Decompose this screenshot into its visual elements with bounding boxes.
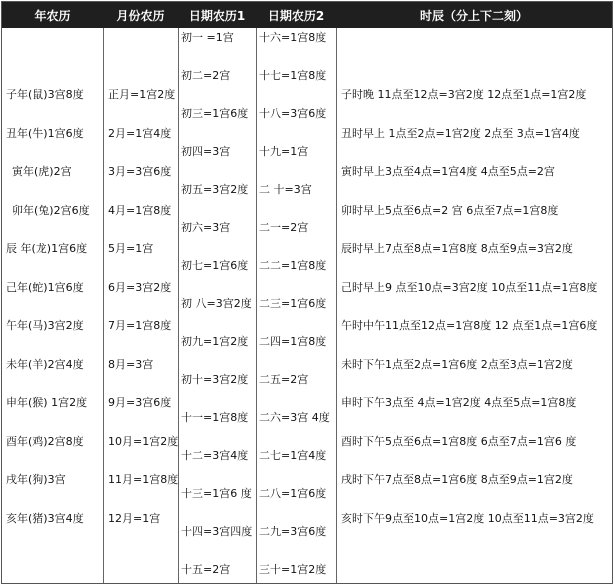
- header-month: 月份农历: [103, 2, 178, 28]
- day-cell-2: 十八=3宫6度: [259, 107, 327, 120]
- day-cell-1: 初十=3宫2度: [181, 373, 249, 386]
- hour-cell: 亥时下午9点至10点=1宫2度 10点至11点=3宫2度: [341, 511, 594, 525]
- day-cell-2: 二七=1宫4度: [259, 449, 327, 462]
- year-cell: 酉年(鸡)2宫8度: [6, 434, 84, 448]
- hour-cell: 未时下午1点至2点=1宫6度 2点至3点=1宫2度: [341, 357, 573, 371]
- day-cell-2: 十七=1宫8度: [259, 69, 327, 82]
- month-cell: 2月=1宫4度: [108, 126, 172, 140]
- hour-cell: 酉时下午5点至6点=1宫8度 6点至7点=1宫6 度: [341, 434, 577, 448]
- day-cell-1: 初九=1宫2度: [181, 335, 249, 348]
- day-cell-1: 初一 =1宫: [181, 31, 234, 44]
- month-cell: 3月=3宫6度: [108, 165, 172, 178]
- hour-cell: 子时晚 11点至12点=3宫2度 12点至1点=1宫2度: [341, 88, 587, 101]
- month-cell: 6月=3宫2度: [108, 280, 172, 294]
- day-cell-2: 二三=1宫6度: [259, 297, 327, 310]
- hour-cell: 申时下午3点至 4点=1宫2度 4点至5点=1宫8度: [341, 396, 577, 409]
- day-cell-1: 初七=1宫6度: [181, 259, 249, 272]
- year-cell: 子年(鼠)3宫8度: [6, 88, 84, 101]
- year-cell: 己年(蛇)1宫6度: [6, 280, 84, 294]
- year-cell: 申年(猴) 1宫2度: [6, 396, 88, 409]
- day-column-1: [178, 28, 256, 583]
- year-column: [2, 28, 103, 583]
- year-cell: 戌年(狗)3宫: [6, 473, 66, 486]
- day-cell-1: 初二=2宫: [181, 69, 231, 82]
- day-cell-1: 十二=3宫4度: [181, 449, 249, 462]
- year-cell: 丑年(牛)1宫6度: [6, 126, 84, 140]
- hour-cell: 寅时早上3点至4点=1宫4度 4点至5点=2宫: [341, 165, 555, 178]
- day-cell-1: 初 八=3宫2度: [181, 297, 252, 310]
- hour-cell: 卯时早上5点至6点=2 宫 6点至7点=1宫8度: [341, 203, 559, 217]
- month-cell: 4月=1宫8度: [108, 203, 172, 217]
- day-cell-2: 二一=2宫: [259, 221, 309, 234]
- day-cell-1: 十五=2宫: [181, 563, 231, 576]
- day-cell-1: 初三=1宫6度: [181, 107, 249, 120]
- day-cell-2: 十六=1宫8度: [259, 31, 327, 44]
- month-cell: 10月=1宫2度: [108, 434, 179, 448]
- year-cell: 未年(羊)2宫4度: [6, 357, 84, 371]
- day-cell-1: 十四=3宫四度: [181, 525, 253, 538]
- day-cell-2: 二九=3宫6度: [259, 525, 327, 538]
- year-cell: 寅年(虎)2宫: [12, 165, 72, 178]
- month-cell: 正月=1宫2度: [108, 88, 176, 101]
- month-cell: 7月=1宫8度: [108, 319, 172, 332]
- day-cell-2: 二 十=3宫: [259, 183, 312, 196]
- day-cell-1: 初五=3宫2度: [181, 183, 249, 196]
- hour-column: [336, 28, 612, 583]
- day-column-2: [256, 28, 336, 583]
- month-cell: 11月=1宫8度: [108, 473, 179, 486]
- hour-cell: 辰时早上7点至8点=1宫8度 8点至9点=3宫2度: [341, 242, 573, 255]
- month-cell: 9月=3宫6度: [108, 396, 172, 409]
- day-cell-2: 二八=1宫6度: [259, 487, 327, 500]
- day-cell-1: 初四=3宫: [181, 145, 231, 158]
- day-cell-1: 初六=3宫: [181, 221, 231, 234]
- year-cell: 亥年(猪)3宫4度: [6, 511, 84, 525]
- month-column: [103, 28, 178, 583]
- header-day-1: 日期农历1: [178, 2, 256, 28]
- hour-cell: 戌时下午7点至8点=1宫6度 8点至9点=1宫2度: [341, 473, 573, 486]
- header-day-2: 日期农历2: [256, 2, 336, 28]
- year-cell: 卯年(兔)2宫6度: [12, 203, 90, 217]
- almanac-table: [1, 1, 613, 584]
- month-cell: 5月=1宫: [108, 242, 154, 255]
- month-cell: 12月=1宫: [108, 511, 161, 525]
- header-year: 年农历: [2, 2, 103, 28]
- header-hour: 时辰（分上下二刻）: [336, 2, 612, 28]
- day-cell-2: 二五=2宫: [259, 373, 309, 386]
- day-cell-2: 三十=1宫2度: [259, 563, 327, 576]
- year-cell: 午年(马)3宫2度: [6, 319, 84, 332]
- day-cell-1: 十一=1宫8度: [181, 411, 249, 424]
- day-cell-2: 二四=1宫8度: [259, 335, 327, 348]
- day-cell-2: 二二=1宫8度: [259, 259, 327, 272]
- day-cell-2: 二六=3宫 4度: [259, 411, 330, 424]
- day-cell-2: 十九=1宫: [259, 145, 309, 158]
- hour-cell: 己时早上9 点至10点=3宫2度 10点至11点=1宫8度: [341, 280, 598, 294]
- day-cell-1: 十三=1宫6 度: [181, 487, 252, 500]
- hour-cell: 午时中午11点至12点=1宫8度 12 点至1点=1宫6度: [341, 319, 598, 332]
- year-cell: 辰 年(龙)1宫6度: [6, 242, 88, 255]
- hour-cell: 丑时早上 1点至2点=1宫2度 2点至 3点=1宫4度: [341, 126, 580, 140]
- month-cell: 8月=3宫: [108, 357, 154, 371]
